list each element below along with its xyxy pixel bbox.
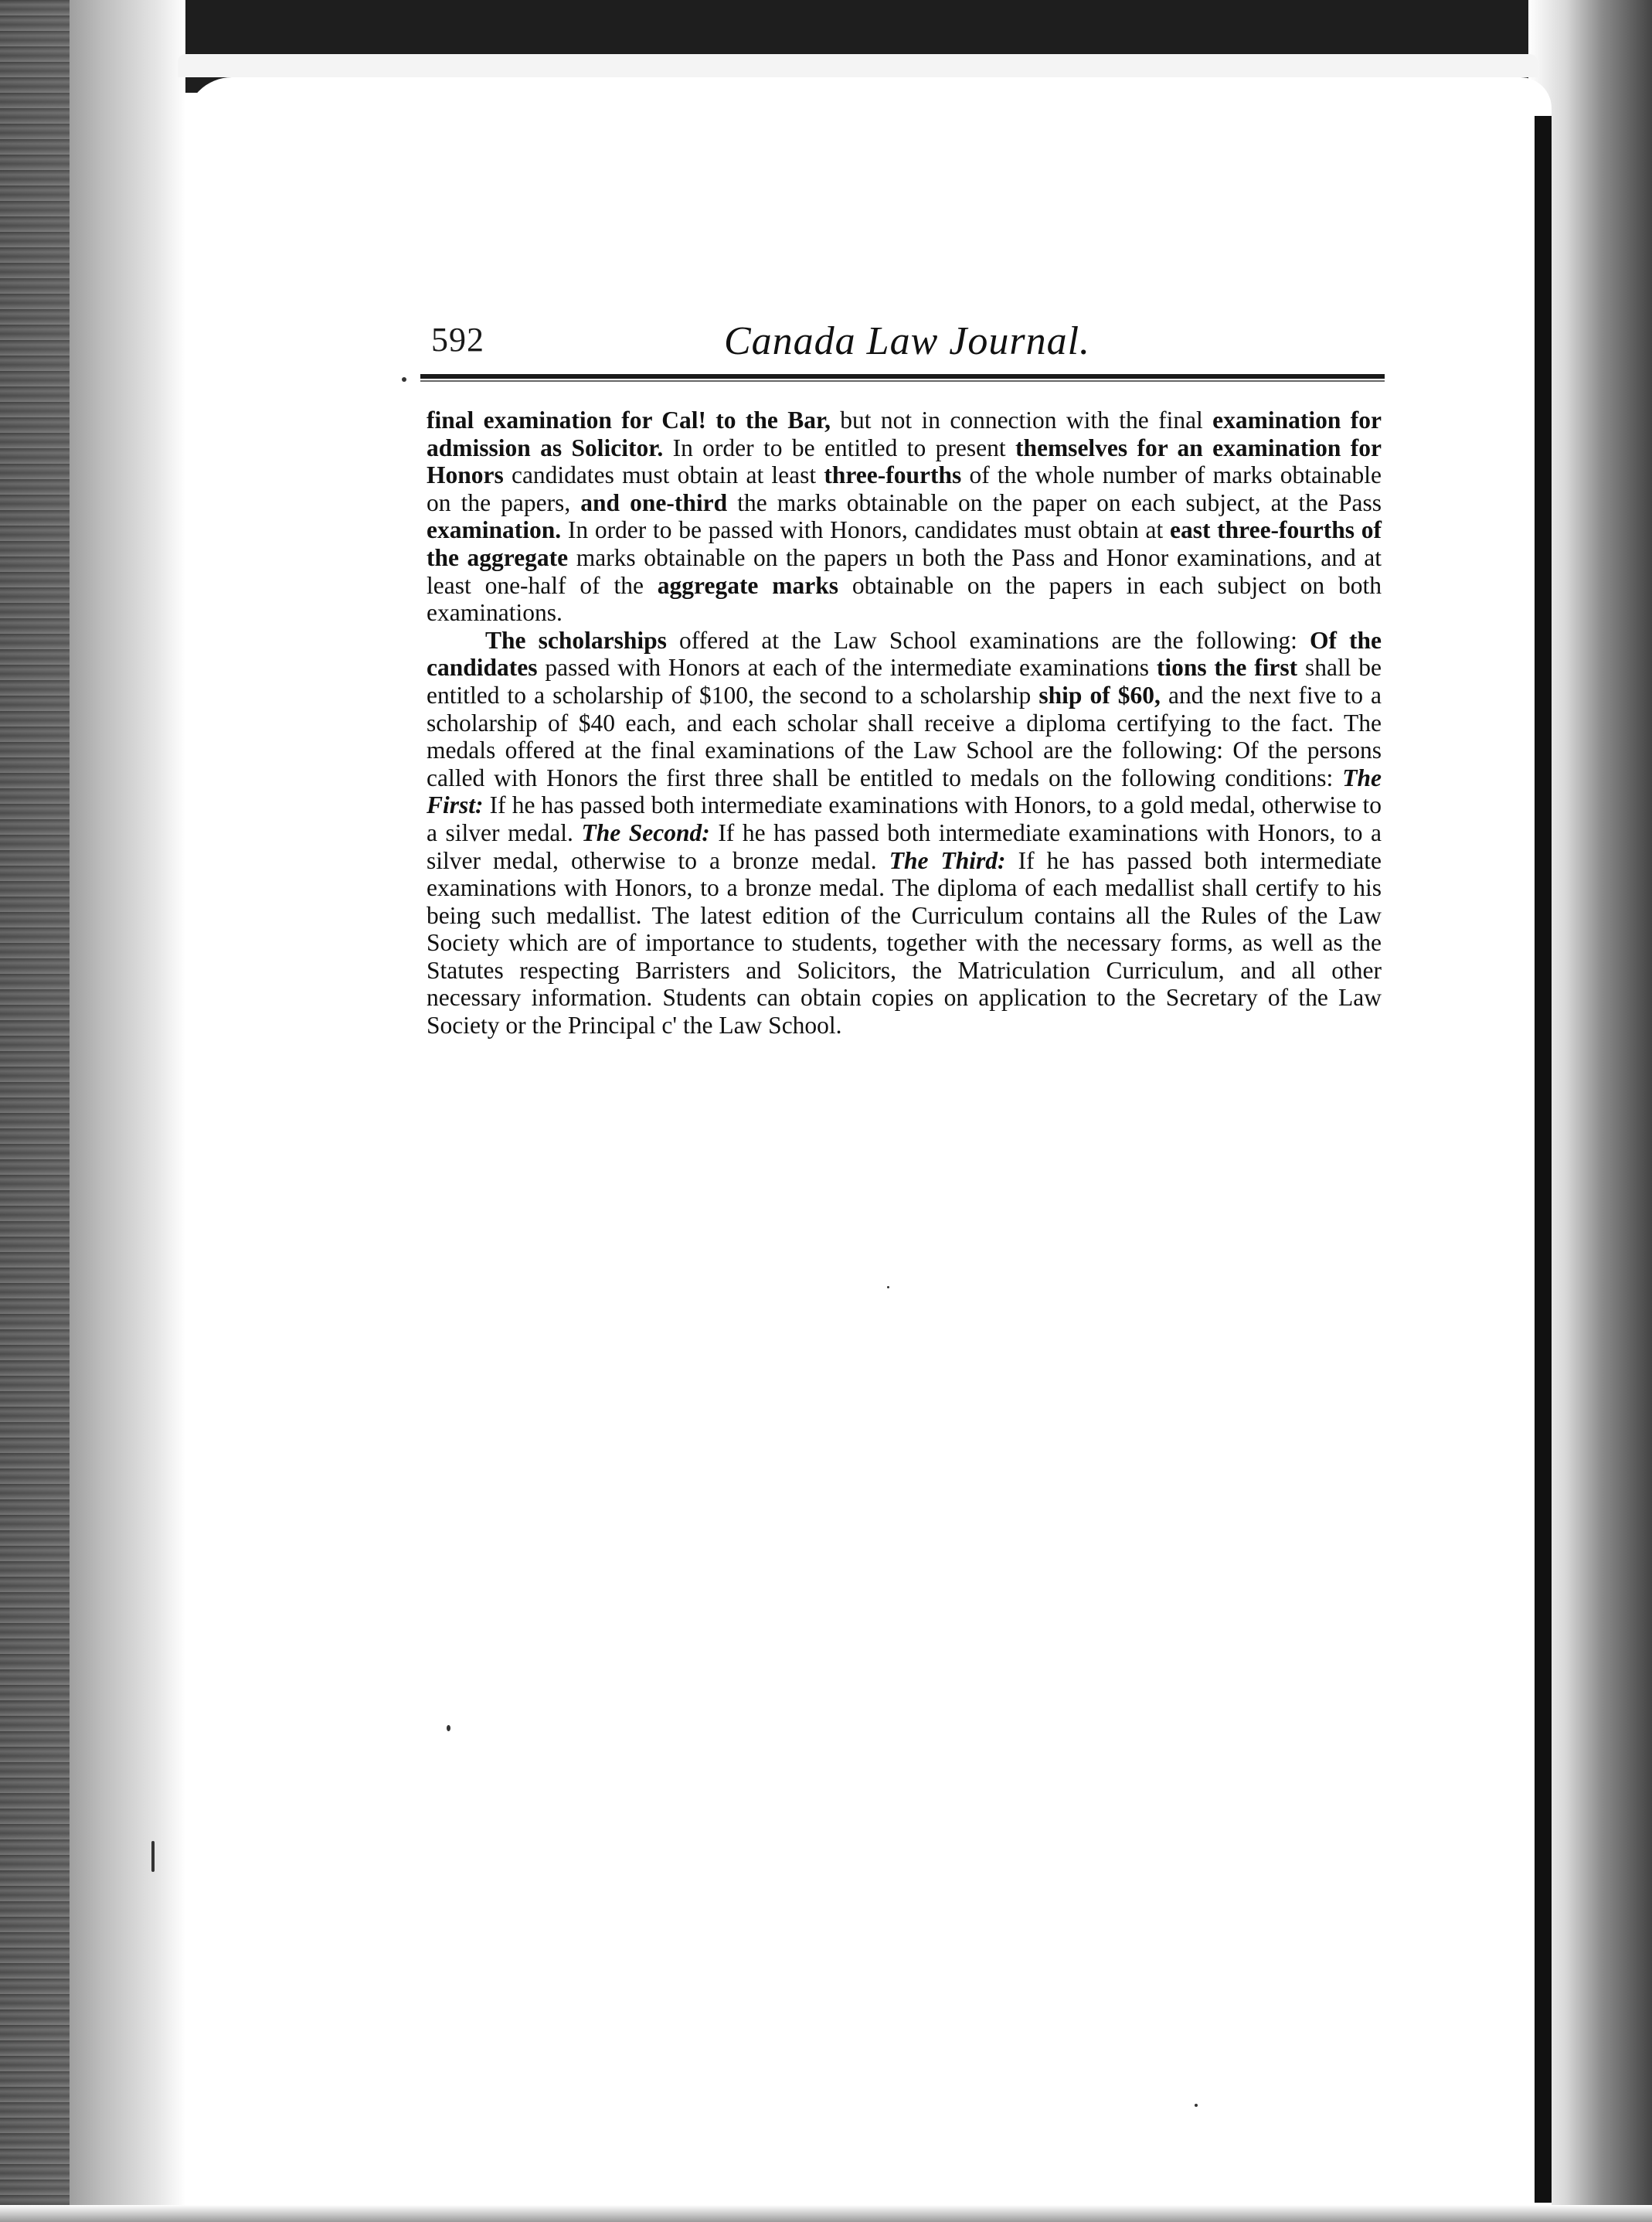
journal-title: Canada Law Journal.: [723, 319, 1091, 363]
text-run: of the whole number of marks obtainable on the papers,: [427, 461, 1382, 516]
text-run: candidates must obtain at least: [503, 461, 824, 489]
running-head: [431, 318, 1383, 368]
paragraph-2: [427, 627, 1382, 1040]
header-rule: [420, 374, 1385, 379]
text-run: In order to be entitled to present: [663, 434, 1015, 461]
scan-speck: [1195, 2104, 1198, 2107]
scan-right-edge: [1535, 116, 1552, 2203]
text-run: and one-third: [580, 488, 728, 516]
scan-bottom-border: [0, 2205, 1652, 2222]
text-run: If he has passed both intermediate examinations with Honors, to a gold medal, otherwise to a silver medal.: [427, 791, 1382, 846]
text-run: passed with Honors at each of the intermediate examinations: [537, 654, 1157, 682]
text-run: the marks obtainable on the paper on each subject, at the Pass: [727, 488, 1382, 516]
scan-left-binding: [0, 0, 70, 2222]
text-run: examination.: [427, 516, 562, 544]
text-run: shall be entitled to a scholarship of $100, the second to a scholarship: [427, 654, 1382, 709]
text-run: ɩn both the Pass and Honor examinations, and at least one-half of the: [427, 543, 1382, 599]
text-run: final examination for Cal! to the Bar,: [427, 407, 831, 434]
text-run: In order to be passed with Honors, candidates must obtain at: [561, 516, 1170, 544]
text-run: tions the first: [1156, 654, 1298, 682]
text-run-italic: The First:: [427, 764, 1382, 819]
scan-top-edge: [178, 54, 1538, 77]
scan-speck: [151, 1841, 155, 1872]
article-body: [427, 407, 1382, 1040]
text-run: If he has passed both intermediate examinations with Honors, to a silver medal, otherwise to a bronze medal.: [427, 818, 1382, 874]
page-number: 592: [431, 321, 484, 359]
text-run: and the next five to a scholarship of $40 each, and each scholar shall receive a diploma certifying to the fact. The medals offered at the final examinations of the Law School are the following: Of the persons called with Honors the first three shall be entitled to medals on the following conditions:: [427, 681, 1382, 791]
scan-speck: [887, 1286, 889, 1288]
paragraph-1: [427, 407, 1382, 627]
text-run: obtainable on the papers in each subject on both examinations.: [427, 571, 1382, 627]
scan-speck: [402, 377, 406, 382]
text-run: The scholarships: [485, 626, 667, 654]
text-run-italic: The Second:: [581, 818, 710, 846]
text-run: Of the candidates: [427, 626, 1382, 682]
text-run-italic: The Third:: [889, 846, 1006, 874]
text-run: but not in connection with the final: [830, 407, 1213, 434]
text-run: aggregate marks: [657, 571, 839, 599]
text-run: ship of $60,: [1038, 681, 1161, 709]
page-sheet: [185, 77, 1552, 2210]
scan-speck: [447, 1725, 450, 1731]
header-rule-thin: [420, 380, 1385, 382]
text-run: marks obtainable on the papers: [568, 543, 896, 571]
text-run: If he has passed both intermediate examinations with Honors, to a bronze medal. The diploma of each medallist shall certify to his being such medallist. The latest edition of the Curriculum contains all the Rules of the Law Society which are of importance to students, together with the necessary forms, as well as the Statutes respecting Barristers and Solicitors, the Matriculation Curriculum, and all other necessary information. Students can obtain copies on application to the Secretary of the Law Society or the Principal c' the Law School.: [427, 846, 1382, 1040]
text-run: offered at the Law School examinations are the following:: [666, 626, 1310, 654]
text-run: themselves for an examination for Honors: [427, 434, 1382, 489]
text-run: east three-fourths of the aggregate: [427, 516, 1382, 571]
text-run: examination for admission as Solicitor.: [427, 407, 1382, 461]
text-run: three-fourths: [824, 461, 962, 489]
